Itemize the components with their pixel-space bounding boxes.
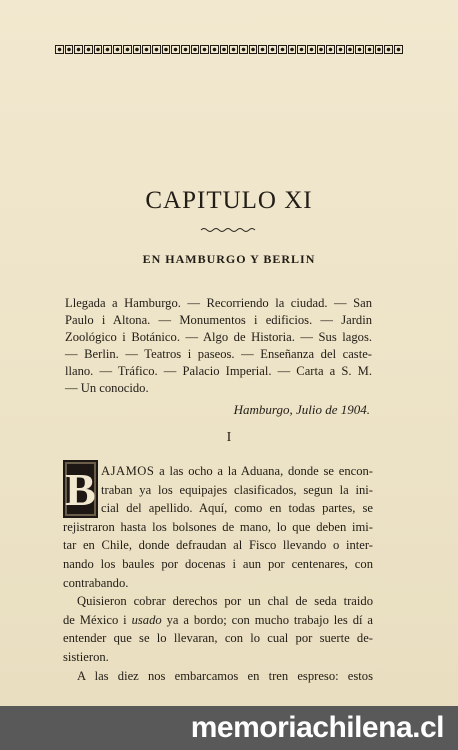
- body-line: [63, 462, 373, 481]
- chapter-summary: [65, 295, 372, 397]
- summary-line: Paulo i Altona. — Monumentos i edificios. — Jardin: [65, 313, 372, 327]
- body-line: entender que se lo llevaran, con lo cual por suerte de-: [63, 631, 373, 646]
- summary-line: — Un conocido.: [65, 381, 149, 395]
- dateline: Hamburgo, Julio de 1904.: [233, 402, 370, 417]
- body-line-part: de México i: [63, 612, 132, 627]
- body-line: Quisieron cobrar derechos por un chal de seda traido: [77, 594, 373, 609]
- summary-line: llano. — Tráfico. — Palacio Imperial. — Carta a S. M.: [65, 364, 372, 378]
- body-line: traban ya los equipajes clasificados, segun la ini-: [101, 482, 373, 497]
- body-line: nando los baules por docenas i aun por centenares, con: [63, 556, 373, 571]
- italic-word: usado: [131, 612, 162, 627]
- body-text: [63, 462, 373, 685]
- decorative-squiggle: [200, 226, 258, 234]
- drop-cap-letter: B: [63, 460, 98, 518]
- watermark-text: memoriachilena.cl: [190, 711, 444, 744]
- body-line: cial del apellido. Aquí, como en todas partes, se: [101, 501, 373, 516]
- section-number: I: [226, 430, 232, 445]
- body-line: sistieron.: [63, 649, 109, 664]
- summary-line: Llegada a Hamburgo. — Recorriendo la ciudad. — San: [65, 296, 372, 310]
- summary-line: — Berlin. — Teatros i paseos. — Enseñanza del caste-: [65, 347, 372, 361]
- body-line: tar en Chile, donde defraudan al Fisco llevando o inter-: [63, 538, 373, 553]
- body-line: A las diez nos embarcamos en tren espreso: estos: [77, 668, 373, 683]
- body-line: [63, 611, 373, 630]
- chapter-title: CAPITULO XI: [145, 187, 313, 214]
- body-line-rest: a las ocho a la Aduana, donde se encon-: [154, 464, 373, 478]
- summary-line: Zoológico i Botánico. — Algo de Historia. — Sus lagos.: [65, 330, 372, 344]
- small-caps-word: AJAMOS: [101, 464, 155, 478]
- body-line-part: ya a bordo; con mucho trabajo les dí a: [161, 612, 373, 627]
- ornamental-border: [55, 45, 403, 54]
- watermark-band: [0, 706, 458, 750]
- body-line: contrabando.: [63, 575, 129, 590]
- chapter-subtitle: EN HAMBURGO Y BERLIN: [142, 252, 316, 266]
- body-line: rejistraron hasta los bolsones de mano, lo que deben imi-: [63, 519, 373, 534]
